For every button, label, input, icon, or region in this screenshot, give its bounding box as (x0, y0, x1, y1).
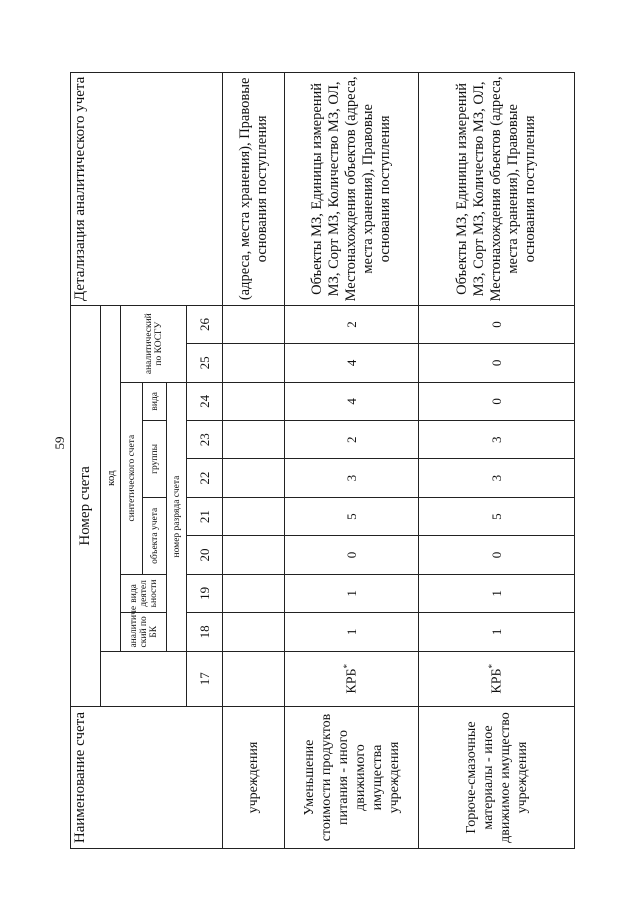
cell: 3 (285, 459, 419, 497)
digit-cell: 21 (187, 497, 223, 535)
cell: 5 (285, 497, 419, 535)
digit-cell: 20 (187, 536, 223, 574)
cell: 5 (419, 497, 575, 535)
cell (223, 421, 285, 459)
cell (223, 305, 285, 343)
digit-cell: 25 (187, 344, 223, 382)
footnote-mark: * (342, 663, 353, 669)
header-analytical-kosgu: аналитический по КОСГУ (121, 305, 187, 382)
accounts-table (70, 72, 575, 849)
header-blank (101, 651, 187, 707)
cell (223, 574, 285, 612)
header-digit-number: номер разряда счета (167, 382, 187, 651)
cell: 4 (285, 382, 419, 420)
table-row (419, 73, 575, 849)
digit-cell: 22 (187, 459, 223, 497)
cell (223, 536, 285, 574)
cell (223, 651, 285, 707)
cell: 2 (285, 305, 419, 343)
header-object: объекта учета (143, 497, 167, 574)
header-detail: Детализация аналитического учета (71, 73, 223, 306)
cell: 1 (285, 574, 419, 612)
row-name: Уменьшение стоимости продуктов питания - иного движимого имущества учреждения (285, 707, 419, 849)
cell-krb (419, 651, 575, 707)
cell: 2 (285, 421, 419, 459)
cell (223, 497, 285, 535)
cell: 3 (419, 421, 575, 459)
cell (223, 459, 285, 497)
footnote-mark: * (487, 663, 498, 669)
digit-cell: 24 (187, 382, 223, 420)
header-account-number: Номер счета (71, 305, 101, 706)
header-synthetic: синтетического счета (121, 382, 143, 574)
cell: 0 (419, 344, 575, 382)
cell (223, 613, 285, 651)
row-name: учреждения (223, 707, 285, 849)
digit-cell: 26 (187, 305, 223, 343)
cell: 3 (419, 459, 575, 497)
table-row (223, 73, 285, 849)
cell (223, 382, 285, 420)
cell-krb (285, 651, 419, 707)
krb-text: КРБ (344, 668, 360, 694)
cell: 0 (419, 382, 575, 420)
cell: 0 (285, 536, 419, 574)
cell: 1 (419, 613, 575, 651)
rotated-table-page (70, 72, 574, 849)
table-row (285, 73, 419, 849)
cell: 1 (285, 613, 419, 651)
digit-cell: 23 (187, 421, 223, 459)
digit-cell: 19 (187, 574, 223, 612)
cell: 0 (419, 536, 575, 574)
cell (223, 344, 285, 382)
cell: 1 (419, 574, 575, 612)
page-number: 59 (52, 436, 67, 450)
header-activity-type: вида деятел ьности (121, 574, 167, 612)
header-kind: вида (143, 382, 167, 420)
row-name: Горюче-смазочные материалы - иное движимое имущество учреждения (419, 707, 575, 849)
krb-text: КРБ (489, 668, 505, 694)
header-code: код (101, 305, 121, 651)
row-detail: (адреса, места хранения), Правовые основания поступления (223, 73, 285, 306)
cell: 4 (285, 344, 419, 382)
header-group: группы (143, 421, 167, 498)
header-account-name: Наименование счета (71, 707, 223, 849)
row-detail: Объекты МЗ, Единицы измерений МЗ, Сорт МЗ, Количество МЗ, ОЛ, Местонахождения объектов (адреса, места хранения), Правовые основания поступления (285, 73, 419, 306)
row-detail: Объекты МЗ, Единицы измерений МЗ, Сорт МЗ, Количество МЗ, ОЛ, Местонахождения объектов (адреса, места хранения), Правовые основания поступления (419, 73, 575, 306)
cell: 0 (419, 305, 575, 343)
digit-cell: 18 (187, 613, 223, 651)
digit-cell: 17 (187, 651, 223, 707)
header-analytical-bk: аналитиче ский по БК (121, 613, 167, 651)
